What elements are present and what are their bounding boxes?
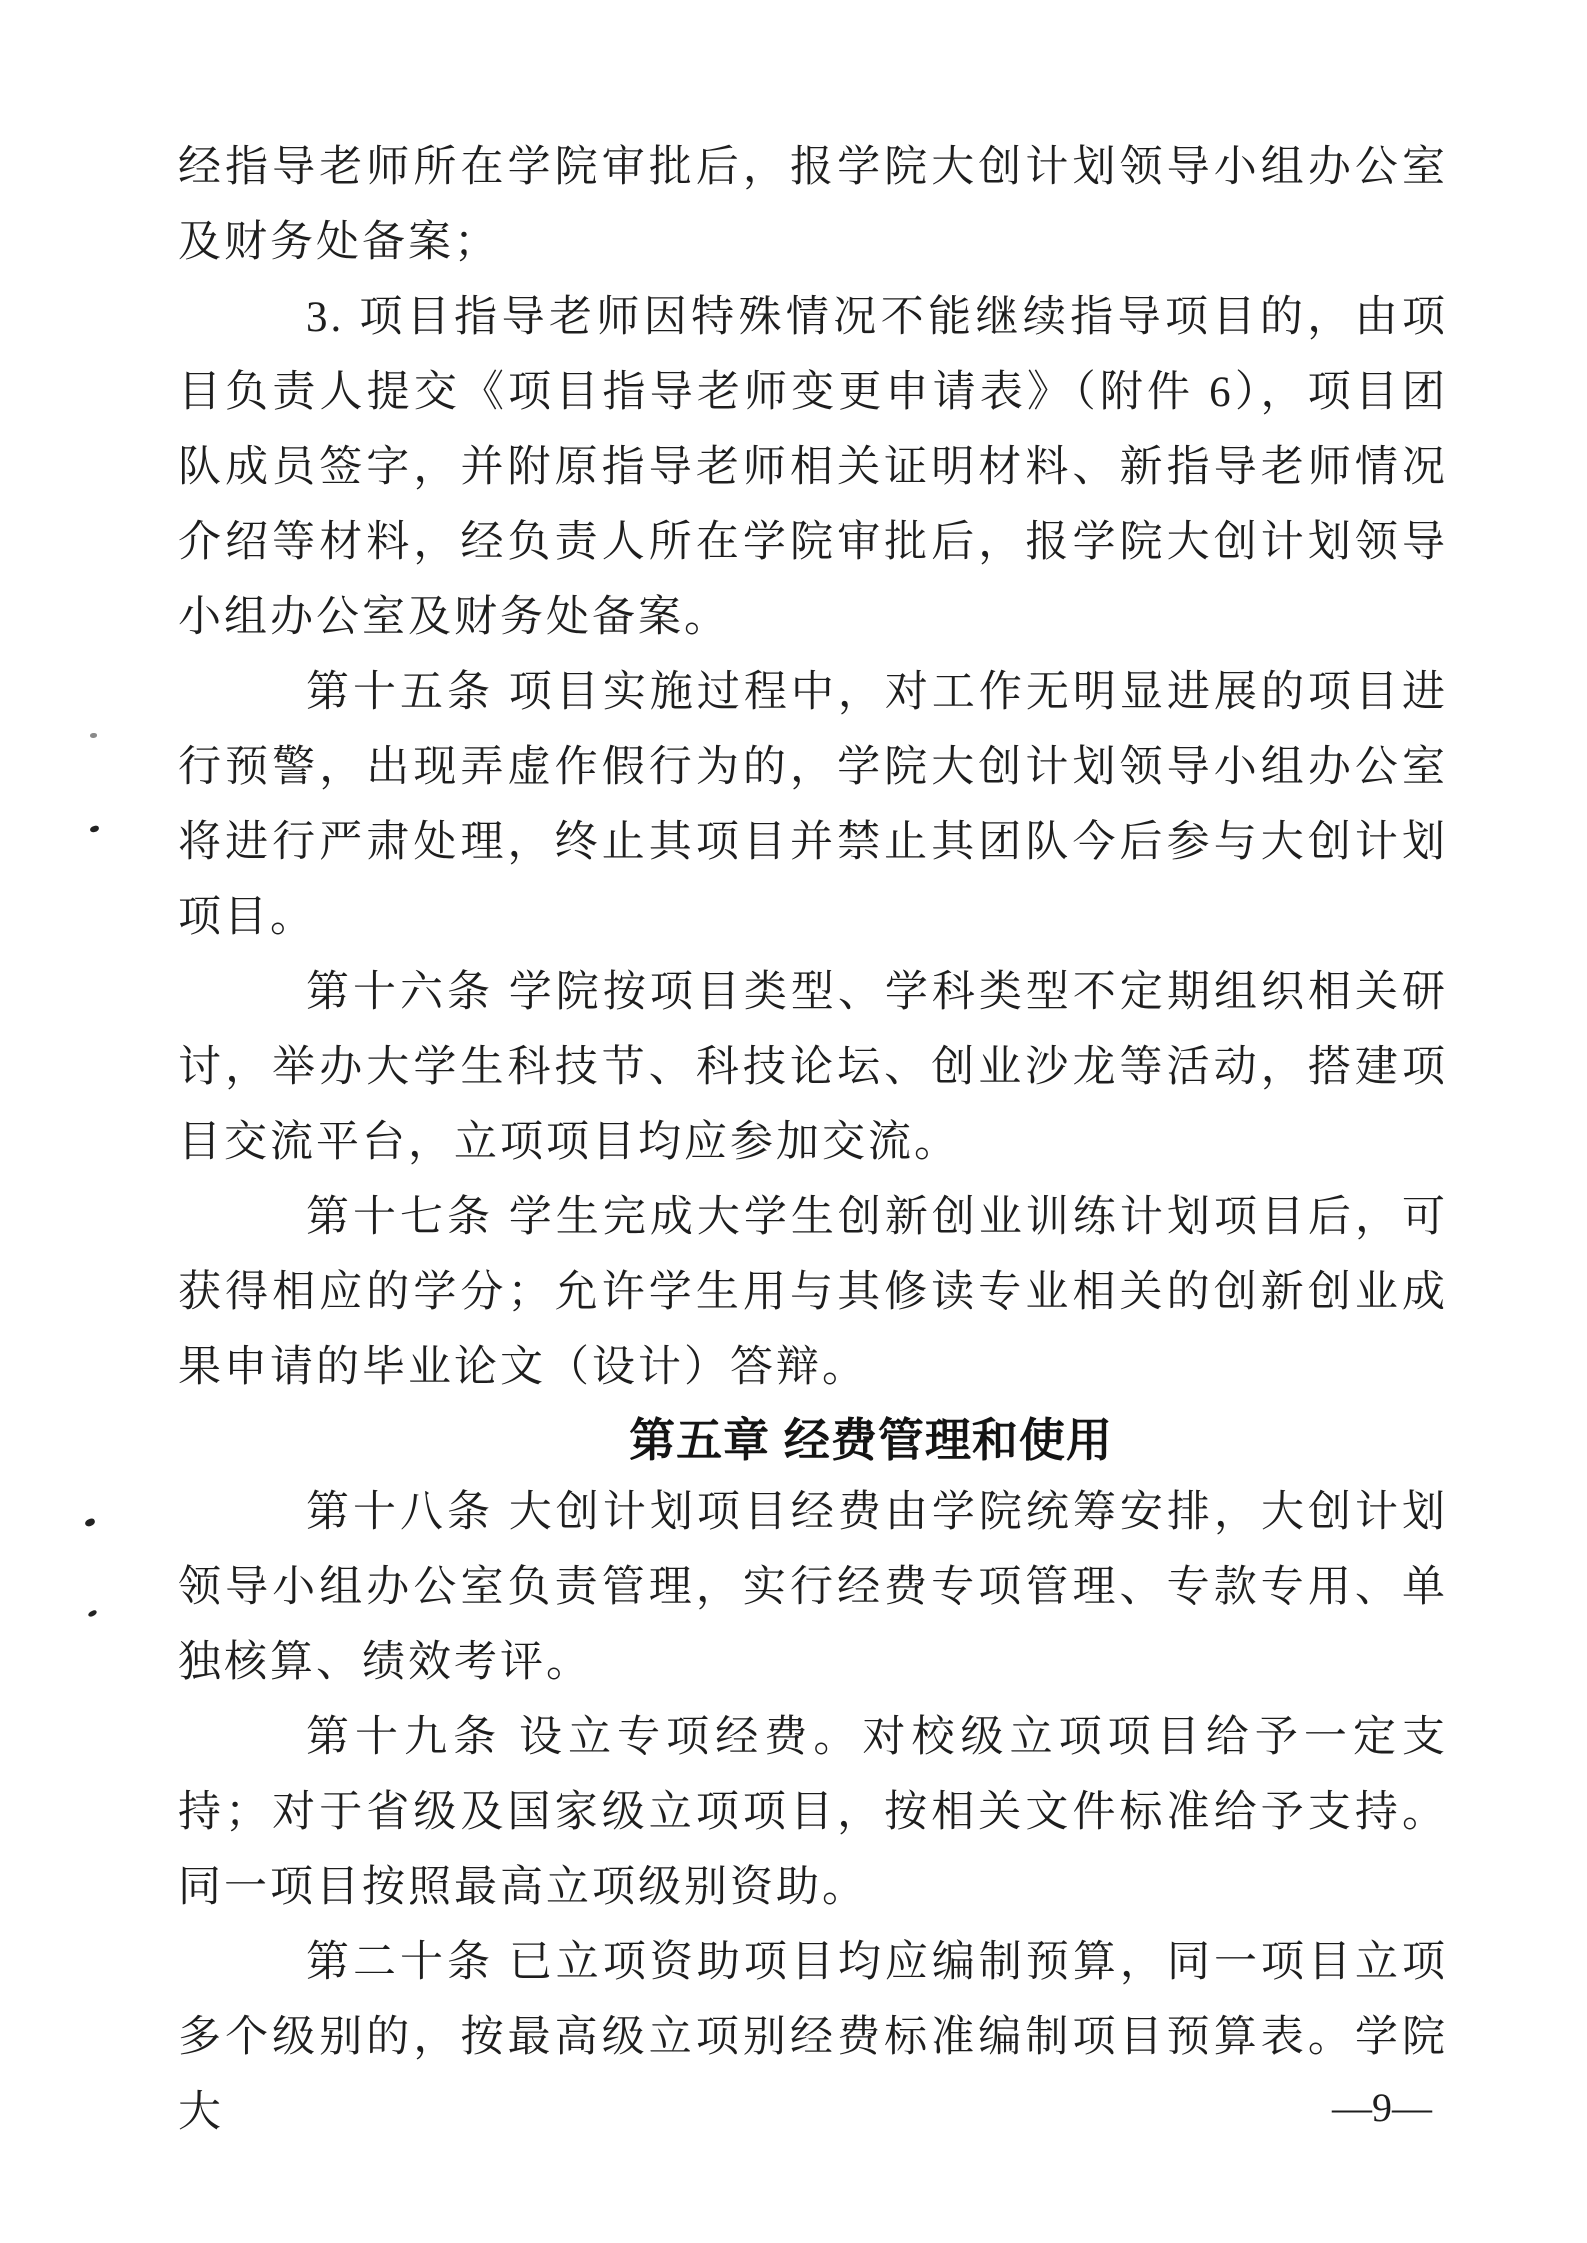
paragraph-article-15: 第十五条 项目实施过程中，对工作无明显进展的项目进行预警，出现弄虚作假行为的，学院大创计划领导小组办公室将进行严肃处理，终止其项目并禁止其团队今后参与大创计划项目。 — [178, 669, 1448, 941]
document-body — [178, 130, 1448, 2150]
scan-speck — [84, 1518, 96, 1528]
chapter-heading: 第五章 经费管理和使用 — [629, 1414, 1113, 1466]
paragraph-article-16: 第十六条 学院按项目类型、学科类型不定期组织相关研讨，举办大学生科技节、科技论坛、创业沙龙等活动，搭建项目交流平台，立项项目均应参加交流。 — [178, 969, 1448, 1166]
paragraph-article-19: 第十九条 设立专项经费。对校级立项项目给予一定支持；对于省级及国家级立项项目，按相关文件标准给予支持。同一项目按照最高立项级别资助。 — [178, 1714, 1448, 1911]
scan-speck — [90, 733, 97, 738]
paragraph-continuation: 经指导老师所在学院审批后，报学院大创计划领导小组办公室及财务处备案； — [178, 144, 1448, 266]
scan-speck — [89, 825, 99, 833]
paragraph-article-20: 第二十条 已立项资助项目均应编制预算，同一项目立项多个级别的，按最高级立项别经费标准编制项目预算表。学院大 — [178, 1939, 1448, 2136]
page-number: —9— — [1332, 2085, 1432, 2130]
scan-speck — [87, 1609, 97, 1617]
paragraph-item-3: 3. 项目指导老师因特殊情况不能继续指导项目的，由项目负责人提交《项目指导老师变更申请表》（附件 6），项目团队成员签字，并附原指导老师相关证明材料、新指导老师情况介绍等材料，经负责人所在学院审批后，报学院大创计划领导小组办公室及财务处备案。 — [178, 294, 1448, 641]
paragraph-article-18: 第十八条 大创计划项目经费由学院统筹安排，大创计划领导小组办公室负责管理，实行经费专项管理、专款专用、单独核算、绩效考评。 — [178, 1489, 1448, 1686]
paragraph-article-17: 第十七条 学生完成大学生创新创业训练计划项目后，可获得相应的学分；允许学生用与其修读专业相关的创新创业成果申请的毕业论文（设计）答辩。 — [178, 1194, 1448, 1391]
